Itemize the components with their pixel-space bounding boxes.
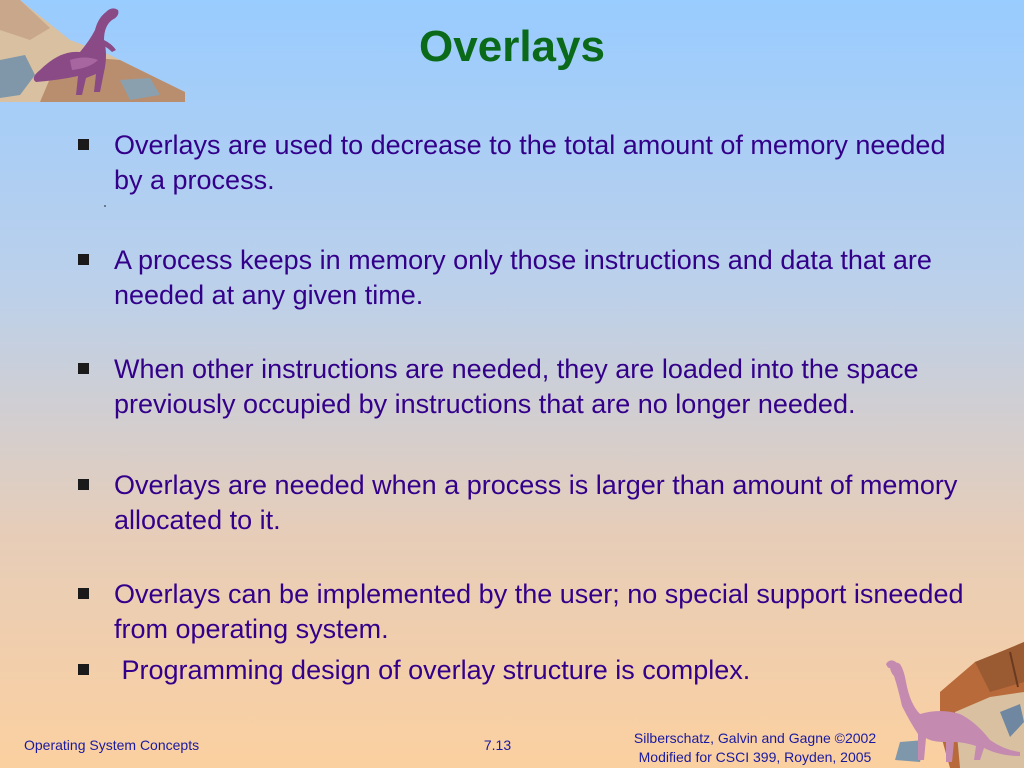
- square-bullet-icon: [78, 479, 89, 490]
- footer-page-number: 7.13: [483, 737, 512, 753]
- slide-title: Overlays: [419, 22, 605, 71]
- bullet-text: A process keeps in memory only those instructions and data that are needed at any given time.: [114, 245, 932, 310]
- stray-mark: [104, 205, 106, 207]
- bullet-text: When other instructions are needed, they are loaded into the space previously occupied by instructions that are no longer needed.: [114, 354, 919, 419]
- bullet-text: Overlays are used to decrease to the total amount of memory needed by a process.: [114, 130, 946, 195]
- square-bullet-icon: [78, 363, 89, 374]
- footer-credits: [610, 729, 900, 767]
- bullet-item: [78, 577, 978, 647]
- bullet-item: [78, 352, 978, 422]
- square-bullet-icon: [78, 254, 89, 265]
- footer-credits-line1: Silberschatz, Galvin and Gagne ©2002: [633, 730, 877, 746]
- bullet-text: Overlays can be implemented by the user; no special support isneeded from operating system.: [114, 579, 964, 644]
- bullet-item: [78, 653, 978, 688]
- square-bullet-icon: [78, 588, 89, 599]
- bullet-text: Overlays are needed when a process is larger than amount of memory allocated to it.: [114, 470, 958, 535]
- long-neck-dinosaur-icon: [880, 642, 1024, 768]
- bullet-item: [78, 128, 978, 198]
- bullet-item: [78, 468, 978, 538]
- footer-credits-line2: Modified for CSCI 399, Royden, 2005: [638, 749, 872, 765]
- square-bullet-icon: [78, 664, 89, 675]
- bullet-text: Programming design of overlay structure is complex.: [114, 655, 751, 685]
- square-bullet-icon: [78, 139, 89, 150]
- footer-course-title: Operating System Concepts: [24, 737, 200, 753]
- bullet-item: [78, 243, 978, 313]
